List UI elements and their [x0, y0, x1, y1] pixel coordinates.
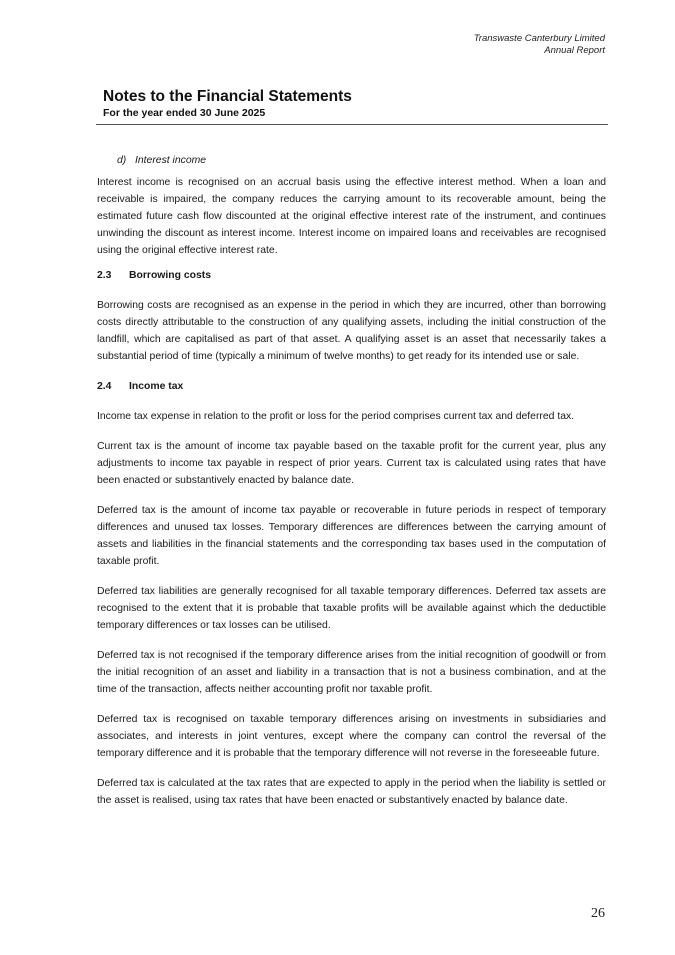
subsection-letter: d) — [117, 155, 127, 166]
section-title: Income tax — [129, 381, 184, 392]
company-name: Transwaste Canterbury Limited — [473, 33, 605, 44]
paragraph: Deferred tax is recognised on taxable temporary differences arising on investments in subsidiaries and associates, and interests in joint ventures, except where the company can control the reversal of the temporary difference and it is probable that the temporary difference will not reverse in the foreseeable future. — [97, 714, 606, 759]
section-2-4-heading — [97, 378, 606, 395]
title-block — [103, 88, 608, 120]
paragraph: Deferred tax is the amount of income tax payable or recoverable in future periods in respect of temporary differences and unused tax losses. Temporary differences are differences between the carrying amount of assets and liabilities in the financial statements and the corresponding tax bases used in the computation of taxable profit. — [97, 505, 606, 567]
paragraph: Deferred tax is not recognised if the temporary difference arises from the initial recognition of goodwill or from the initial recognition of an asset and liability in a transaction that is not a business combination, and at the time of the transaction, affects neither accounting profit nor taxable profit. — [97, 650, 606, 695]
paragraph: Income tax expense in relation to the profit or loss for the period comprises current tax and deferred tax. — [97, 411, 575, 422]
section-title: Borrowing costs — [129, 270, 211, 281]
header-rule — [96, 124, 608, 125]
section-2-3-heading — [97, 267, 606, 284]
page-subtitle: For the year ended 30 June 2025 — [103, 107, 266, 119]
page-title: Notes to the Financial Statements — [103, 88, 352, 105]
paragraph: Deferred tax liabilities are generally recognised for all taxable temporary differences. Deferred tax assets are recognised to the extent that it is probable that taxable profits will be available against which the deductible temporary differences or tax losses can be utilised. — [97, 586, 606, 631]
paragraph: Deferred tax is calculated at the tax rates that are expected to apply in the period when the liability is settled or the asset is realised, using tax rates that have been enacted or substantively enacted by balance date. — [97, 778, 606, 806]
section-number: 2.4 — [97, 381, 112, 392]
subsection-title: Interest income — [135, 155, 207, 166]
running-header — [474, 33, 605, 57]
section-number: 2.3 — [97, 270, 112, 281]
document-body — [97, 152, 606, 809]
paragraph-interest-income: Interest income is recognised on an accrual basis using the effective interest method. When a loan and receivable is impaired, the company reduces the carrying amount to its recoverable amount, being the estimated future cash flow discounted at the original effective interest rate of the instrument, and continues unwinding the discount as interest income. Interest income on impaired loans and receivables are recognised using the original effective interest rate. — [97, 177, 606, 256]
paragraph-borrowing-costs: Borrowing costs are recognised as an expense in the period in which they are incurred, other than borrowing costs directly attributable to the construction of any qualifying assets, including the initial construction of the landfill, which are capitalised as part of that asset. A qualifying asset is an asset that necessarily takes a substantial period of time (typically a minimum of twelve months) to get ready for its intended use or sale. — [97, 300, 606, 362]
subsection-d-heading — [117, 152, 606, 169]
page-number: 26 — [591, 906, 605, 921]
paragraph: Current tax is the amount of income tax payable based on the taxable profit for the current year, plus any adjustments to income tax payable in respect of prior years. Current tax is calculated using rates that have been enacted or substantively enacted by balance date. — [97, 441, 606, 486]
report-name: Annual Report — [544, 45, 605, 56]
